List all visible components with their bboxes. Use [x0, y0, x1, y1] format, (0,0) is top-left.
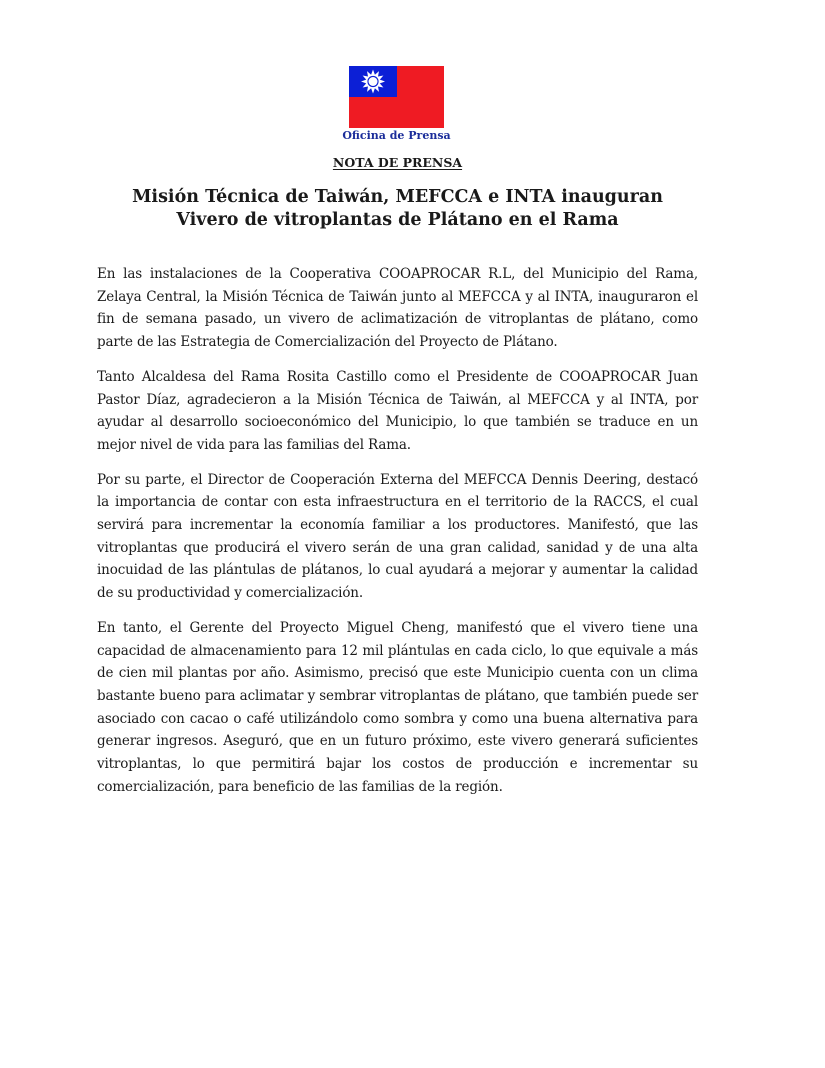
press-release-kicker: NOTA DE PRENSA [332, 155, 463, 170]
paragraph: Por su parte, el Director de Cooperación Externa del MEFCCA Dennis Deering, destacó la importancia de contar con esta infraestructura en el territorio de la RACCS, el cual servirá para incrementar la economía familiar a los productores. Manifestó, que las vitroplantas que producirá el vivero serán de una gran calidad, sanidad y de una alta inocuidad de las plántulas de plátanos, lo cual ayudará a mejorar y aumentar la calidad de su productividad y comercialización. [97, 471, 698, 602]
page-title: Misión Técnica de Taiwán, MEFCCA e INTA inauguran Vivero de vitroplantas de Plátano en el Rama [132, 187, 663, 230]
paragraph: En tanto, el Gerente del Proyecto Miguel Cheng, manifestó que el vivero tiene una capacidad de almacenamiento para 12 mil plántulas en cada ciclo, lo que equivale a más de cien mil plantas por año. Asimismo, precisó que este Municipio cuenta con un clima bastante bueno para aclimatar y sembrar vitroplantas de plátano, que también puede ser asociado con cacao o café utilizándolo como sombra y como una buena alternativa para generar ingresos. Aseguró, que en un futuro próximo, este vivero generará suficientes vitroplantas, lo que permitirá bajar los costos de producción e incrementar su comercialización, para beneficio de las familias de la región. [97, 619, 698, 795]
paragraph: Tanto Alcaldesa del Rama Rosita Castillo como el Presidente de COOAPROCAR Juan Pastor Díaz, agradecieron a la Misión Técnica de Taiwán, al MEFCCA y al INTA, por ayudar al desarrollo socioeconómico del Municipio, lo que también se traduce en un mejor nivel de vida para las familias del Rama. [97, 368, 698, 453]
paragraph: En las instalaciones de la Cooperativa COOAPROCAR R.L, del Municipio del Rama, Zelaya Central, la Misión Técnica de Taiwán junto al MEFCCA y al INTA, inauguraron el fin de semana pasado, un vivero de aclimatización de vitroplantas de plátano, como parte de las Estrategia de Comercialización del Proyecto de Plátano. [97, 266, 698, 351]
taiwan-flag-icon [349, 66, 444, 128]
article-body [97, 263, 698, 810]
press-office-label: Oficina de Prensa [342, 129, 451, 142]
